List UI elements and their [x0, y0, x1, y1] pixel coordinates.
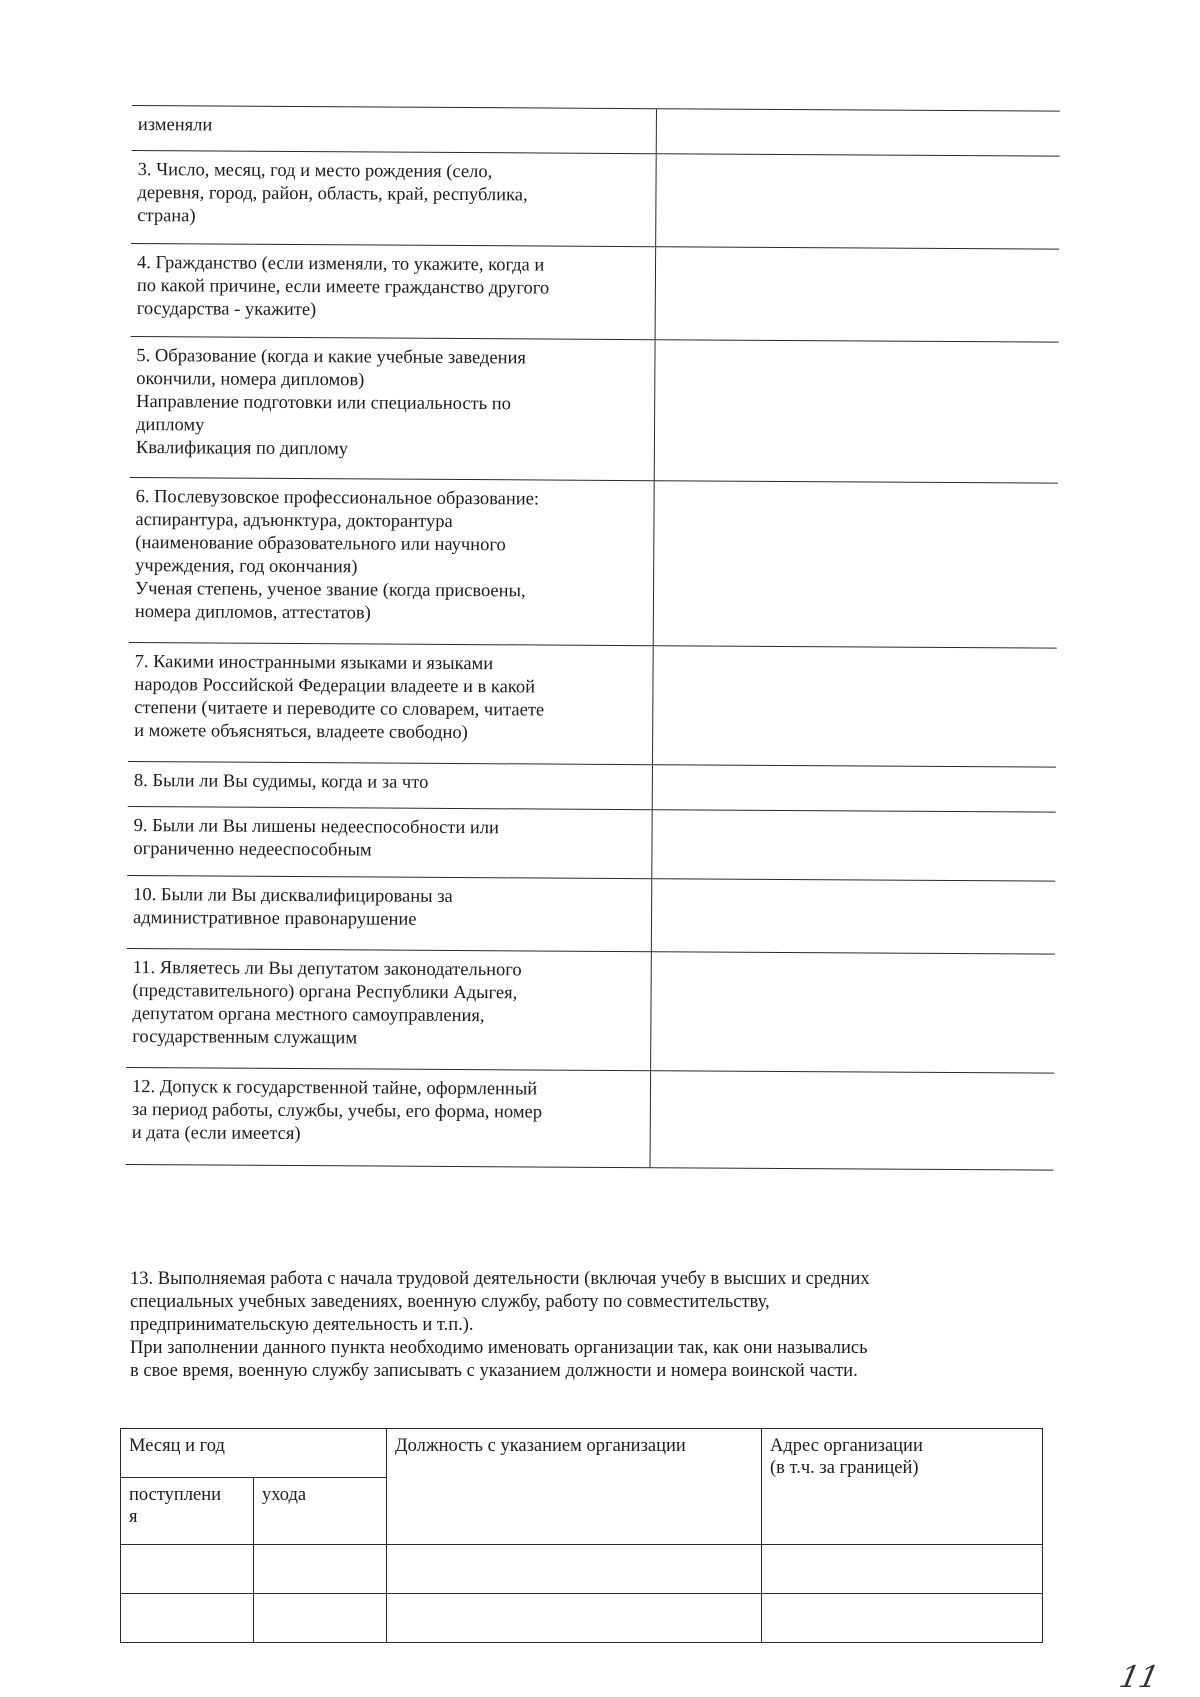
question-row: [127, 876, 1055, 955]
table-row: [121, 1594, 1043, 1643]
exit-cell[interactable]: [254, 1545, 387, 1594]
answer-cell[interactable]: [654, 481, 1058, 647]
question-label: 3. Число, месяц, год и место рождения (село, деревня, город, район, область, край, республика, страна): [131, 151, 657, 246]
table-row: [121, 1545, 1043, 1594]
question-label: 8. Были ли Вы судимы, когда и за что: [128, 762, 653, 809]
question-label: 12. Допуск к государственной тайне, оформленный за период работы, службы, учебы, его форма, номер и дата (если имеется): [126, 1068, 652, 1167]
question-row: [126, 949, 1055, 1074]
question-row: [130, 337, 1059, 484]
question-row: [128, 643, 1057, 768]
answer-cell[interactable]: [652, 810, 1055, 880]
entry-cell[interactable]: [121, 1545, 254, 1594]
question-row: [128, 762, 1056, 813]
position-cell[interactable]: [387, 1545, 762, 1594]
question-row: [132, 106, 1060, 157]
address-header: Адрес организации (в т.ч. за границей): [762, 1429, 1043, 1545]
questionnaire-table: [126, 105, 1060, 1171]
table-header-row: [121, 1429, 1043, 1478]
answer-cell[interactable]: [651, 952, 1055, 1072]
question-row: [131, 151, 1060, 250]
question-row: [129, 478, 1058, 649]
question-row: [126, 1068, 1055, 1171]
section-13-text: 13. Выполняемая работа с начала трудовой деятельности (включая учебу в высших и средних специальных учебных заведениях, военную службу, работу по совместительству, предпринимательскую деятельность и т.п.). При заполнении данного пункта необходимо именовать организации так, как они назывались в свое время, военную службу записывать с указанием должности и номера воинской части.: [130, 1269, 870, 1381]
address-cell[interactable]: [762, 1545, 1043, 1594]
answer-cell[interactable]: [653, 765, 1056, 811]
answer-cell[interactable]: [656, 154, 1060, 248]
question-label: 7. Какими иностранными языками и языками народов Российской Федерации владеете и в какой степени (читаете и переводите со словарем, читаете и можете объясняться, владеете свободно): [128, 643, 654, 764]
position-header: Должность с указанием организации: [387, 1429, 762, 1545]
answer-cell[interactable]: [656, 247, 1060, 341]
question-label: 5. Образование (когда и какие учебные заведения окончили, номера дипломов) Направление подготовки или специальность по диплому Квалификация по диплому: [130, 337, 656, 480]
question-label: 11. Являетесь ли Вы депутатом законодательного (представительного) органа Республики Адыгея, депутатом органа местного самоуправления, государственным служащим: [126, 949, 652, 1070]
exit-cell[interactable]: [254, 1594, 387, 1643]
address-cell[interactable]: [762, 1594, 1043, 1643]
page-number: 11: [1116, 1660, 1162, 1695]
question-label: 10. Были ли Вы дисквалифицированы за административное правонарушение: [127, 876, 652, 951]
answer-cell[interactable]: [652, 879, 1055, 953]
question-row: [131, 244, 1060, 343]
question-row: [127, 807, 1055, 882]
answer-cell[interactable]: [657, 109, 1060, 155]
entry-cell[interactable]: [121, 1594, 254, 1643]
answer-cell[interactable]: [653, 646, 1057, 766]
question-label: 6. Послевузовское профессиональное образование: аспирантура, адъюнктура, докторантура (наименование образовательного или научного учреждения, год окончания) Ученая степень, ученое звание (когда присвоены, номера дипломов, аттестатов): [129, 478, 655, 645]
position-cell[interactable]: [387, 1594, 762, 1643]
question-label: изменяли: [132, 106, 657, 153]
month-year-header: Месяц и год: [121, 1429, 387, 1478]
answer-cell[interactable]: [655, 340, 1059, 482]
answer-cell[interactable]: [651, 1071, 1055, 1169]
question-label: 9. Были ли Вы лишены недееспособности или ограниченно недееспособным: [127, 807, 652, 878]
exit-header: ухода: [254, 1478, 387, 1545]
question-label: 4. Гражданство (если изменяли, то укажите, когда и по какой причине, если имеете гражданство другого государства - укажите): [131, 244, 657, 339]
entry-header: поступлени я: [121, 1478, 254, 1545]
work-history-table: [120, 1428, 1043, 1643]
